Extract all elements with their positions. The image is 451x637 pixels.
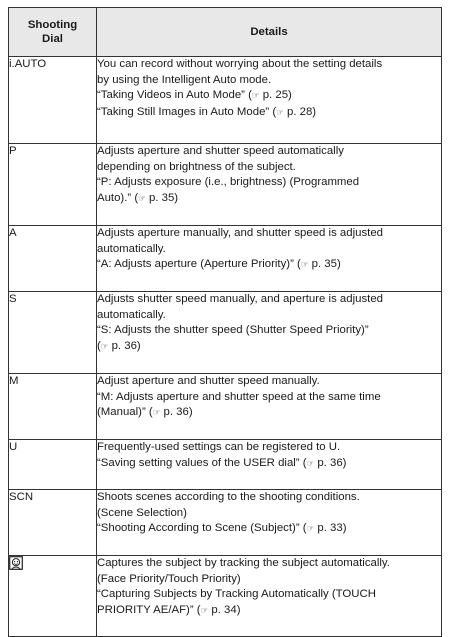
reference-title: “Taking Still Images in Auto Mode” ( — [97, 105, 277, 118]
details-line: “Capturing Subjects by Tracking Automatically (TOUCH — [97, 588, 376, 601]
dial-mode-details — [97, 226, 442, 292]
table-row — [9, 292, 442, 374]
header-shooting-dial — [9, 8, 97, 57]
details-line: Adjusts aperture and shutter speed automatically — [97, 145, 344, 157]
table-row — [9, 144, 442, 226]
reference-title: “Taking Videos in Auto Mode” ( — [97, 89, 252, 102]
page-number: p. 36) — [108, 339, 141, 352]
page-reference-icon: ☞ — [300, 260, 309, 271]
dial-mode-details — [97, 57, 442, 144]
page-number: p. 25) — [259, 89, 292, 102]
details-line: Frequently-used settings can be registered to U. — [97, 441, 341, 453]
page-reference-icon: ☞ — [276, 107, 284, 118]
details-line: Captures the subject by tracking the subject automatically. — [97, 557, 390, 569]
table-header-row — [9, 8, 442, 57]
details-line: (Scene Selection) — [97, 506, 187, 519]
reference-title: “A: Adjusts aperture (Aperture Priority)” ( — [97, 258, 301, 271]
details-line: (Face Priority/Touch Priority) — [97, 572, 241, 585]
dial-mode-name: P — [9, 144, 97, 226]
header-col1-line: Shooting — [27, 18, 78, 31]
page-number: p. 35) — [308, 258, 341, 271]
page-number: p. 33) — [314, 522, 347, 535]
dial-mode-details — [97, 556, 442, 637]
page-reference-icon: ☞ — [200, 605, 209, 616]
page-reference-icon: ☞ — [138, 193, 146, 204]
page-number: p. 34) — [208, 603, 241, 616]
face-priority-icon — [9, 556, 23, 570]
reference-title: Auto).” ( — [97, 191, 139, 204]
dial-mode-name: M — [9, 374, 97, 440]
page-reference-icon: ☞ — [306, 524, 315, 535]
header-details: Details — [97, 8, 442, 57]
shooting-dial-table — [8, 7, 442, 637]
details-line: Adjusts shutter speed manually, and aperture is adjusted — [97, 293, 383, 305]
dial-mode-details — [97, 292, 442, 374]
table-row — [9, 490, 442, 556]
details-line: “M: Adjusts aperture and shutter speed at the same time — [97, 390, 381, 403]
page-reference-icon: ☞ — [306, 458, 315, 469]
dial-mode-name — [9, 556, 97, 637]
page-reference-line — [97, 405, 441, 422]
page-number: p. 36) — [314, 456, 347, 469]
details-line: “S: Adjusts the shutter speed (Shutter Speed Priority)” — [97, 324, 369, 337]
reference-title: (Manual)” ( — [97, 406, 153, 419]
dial-mode-name: A — [9, 226, 97, 292]
page-number: p. 36) — [160, 406, 193, 419]
dial-mode-name: SCN — [9, 490, 97, 556]
dial-mode-details — [97, 374, 442, 440]
dial-mode-details — [97, 490, 442, 556]
reference-title: PRIORITY AE/AF)” ( — [97, 603, 201, 616]
page-number: p. 28) — [283, 105, 317, 118]
reference-title: “Saving setting values of the USER dial” ( — [97, 456, 307, 469]
page-reference-line — [97, 257, 441, 274]
details-line: depending on brightness of the subject. — [97, 160, 296, 173]
details-line: automatically. — [97, 308, 166, 321]
table-row — [9, 226, 442, 292]
reference-title: ( — [97, 339, 101, 352]
dial-mode-details — [97, 440, 442, 490]
page-reference-icon: ☞ — [100, 341, 109, 352]
page-reference-line — [97, 339, 441, 356]
header-col1-line: Dial — [42, 33, 63, 45]
dial-mode-name: U — [9, 440, 97, 490]
reference-title: “Shooting According to Scene (Subject)” ( — [97, 522, 307, 535]
table-row — [9, 57, 442, 144]
table-row — [9, 556, 442, 637]
dial-mode-name: S — [9, 292, 97, 374]
details-line: “P: Adjusts exposure (i.e., brightness) (Programmed — [97, 176, 360, 189]
page-number: p. 35) — [145, 191, 179, 204]
details-line: You can record without worrying about the setting details — [97, 58, 383, 70]
details-line: Adjust aperture and shutter speed manually. — [97, 375, 320, 387]
dial-mode-name: i.AUTO — [9, 57, 97, 144]
page-reference-line — [97, 456, 441, 473]
page-reference-line — [97, 521, 441, 538]
page-reference-icon: ☞ — [251, 91, 260, 102]
page-reference-line — [97, 105, 441, 122]
details-line: Shoots scenes according to the shooting conditions. — [97, 491, 360, 503]
table-row — [9, 374, 442, 440]
page-reference-line — [97, 88, 441, 105]
page-reference-icon: ☞ — [152, 408, 161, 419]
table-row — [9, 440, 442, 490]
details-line: by using the Intelligent Auto mode. — [97, 73, 272, 86]
dial-mode-details — [97, 144, 442, 226]
details-line: Adjusts aperture manually, and shutter speed is adjusted — [97, 227, 383, 239]
details-line: automatically. — [97, 242, 166, 255]
page-reference-line — [97, 191, 441, 208]
